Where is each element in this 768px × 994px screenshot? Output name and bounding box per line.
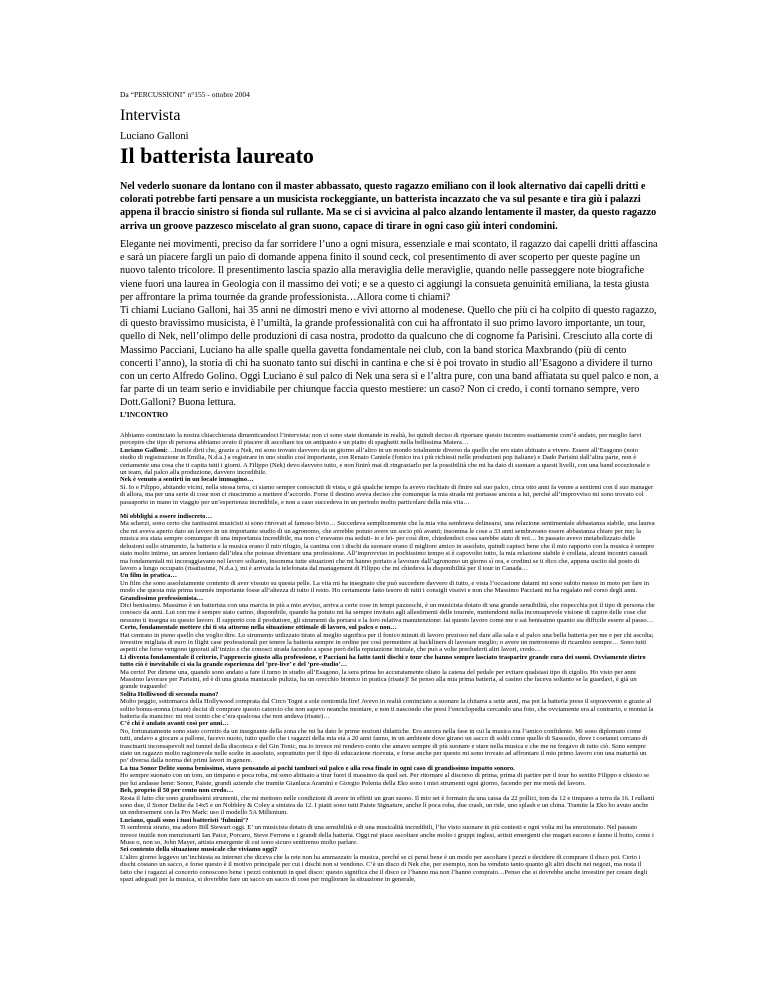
interview-answer: Ho sempre suonato con un tom, un timpano e poca roba, mi sono abituato a tirar fuori il massimo da quel set. Per ritornare al discorso di prima, prima di partire per il tour ho sentito Filippo e chiesto se per lui andasse bene: Sonor, Paiste, grandi aziende che tramite Gianluca Aramini e Giorgio Polenta della Eko sono i miei strumenti ogni giorno, facendo per me metà del lavoro. (120, 772, 650, 787)
interview-answer: Hai centrato in pieno quello che voglio dire. Lo strumento utilizzato tirato al meglio significa per il fonico minuti di lavoro prezioso nel dare alla sala e al palco una bella batteria per me e per chi ascolta; investire migliaia di euro in flight case professionali per tenere la batteria sempre in ordine per così permettere ai backliners di lavorare meglio; o avere un metronomo di ricambio sempre… Sono tutti aspetti che forse vengono ignorati all’inizio e che conosci strada facendo a spese però della reputazione iniziale, che può a volte precluderti altri lavori, credo… (120, 631, 654, 654)
section-label: Intervista (120, 107, 181, 124)
interview-question: Luciano, quali sono i tuoi batteristi ‘fulmini’? (120, 816, 249, 824)
interview-question: Sei contento della situazione musicale che viviamo oggi? (120, 846, 278, 854)
interview-answer: No, fortunatamente sono stato corretto da un insegnante della zona che mi ha dato le prime nozioni didattiche. Ero ancora nella fase in cui la musica era l’amico confidente. Mi sono diplomato come tutti, andavo a giocare a pallone, facevo nuoto, tutto quello che i ragazzi della mia età a 20 anni fanno, in un ambiente dove girano un sacco di soldi come quello di Sassuolo, dove i coetanei cercano di trascinarti inconsapevoli nel tunnel della discoteca e del Gin Tonic, ma io invece mi rendevo conto che amavo sempre di più suonare e stare nella musica e che me ne fregavo di tutto ciò. Sono sempre stato un ragazzo molto ragionevole nelle scelte in assoluto, soprattutto per il tipo di educazione ricevuta, e forse anche per questo mi sono trovato ad affrontare il mio primo lavoro con una maturità un po’ diversa dalla norma dei primi lavori in genere. (120, 727, 648, 765)
interview-answer: Un film che sono assolutamente contento di aver vissuto su questa pelle. La vita mi ha insegnato che può succedere davvero di tutto, e vista l’occasione datami mi sono subito messo in moto per fare in modo che questa mia prima tournée importante fosse all’altezza di tutto il resto. Ho certamente fatto tesoro di tutti i consigli vissivi e non che Massimo Pacciani mi ha regalato nel corso degli anni. (120, 579, 650, 595)
interview-answer: Molto peggio, sottomarca della Hollywood comprata dal Circo Togni a sole centomila lire! Avevo in realtà cominciato a suonare la chitarra a sette anni, ma poi la batteria prese il sopravvento e grazie al solito bonus-nonna (risate) decisi di comprare questo catorcio che non sapevo neanche montare, e non ti nascondo che presi l’enciclopedia cercando una foto, che ovviamente era al contrario, e montai la batteria da mancino: mi resi conto che c’era qualcosa che non andava (risate)… (120, 698, 654, 721)
interview-answer: L’altro giorno leggevo un’inchiesta su internet che diceva che la rete non ha ammazzato la musica, perché se ci pensi bene è un modo per ascoltare i pezzi e decidere di comprare il disco poi. Certo i dischi costano un sacco, e forse questo è il motivo principale per cui i dischi non si vendono. C’è un disco di Nek che, per esempio, non ha venduto tanto quanto gli altri dischi nei negozi, ma resta il fatto che i ragazzi al concerto conoscono bene i pezzi contenuti in quel disco: questo significa che il disco ce l’hanno ma non l’hanno comprato…Penso che si dovrebbe anche investire per creare degli spazi adeguati per la musica, si dovrebbe fare un sacco un sacco di cose per migliorare la situazione in generale, (120, 853, 648, 883)
interview-question: La tua Sonor Delite suona benissimo, stavo pensando ai pochi tamburi sul palco e alla resa finale in ogni caso di grandissimo impatto sonoro. (120, 764, 515, 772)
intro-paragraph: Ti chiami Luciano Galloni, hai 35 anni ne dimostri meno e vivi attorno al modenese. Quello che più ci ha colpito di questo ragazzo, di questo bravissimo musicista, è l’umiltà, la grande professionalità con cui ha affrontato il suo primo lavoro importante, un tour, quello di Nek, nell’olimpo delle produzioni di casa nostra, prodotto da qualcuno che di cognome fa Parisini. Cresciuto alla corte di Massimo Pacciani, Luciano ha alle spalle quella gavetta fondamentale nei club, con la band storica Maxbrando (più di cento concerti l’anno), la storia di chi ha suonato tanto sui dischi in cantina e che si è poi trovato in studio all’Esagono a dividere il turno con un certo Alfredo Golino. Oggi Luciano è sul palco di Nek una sera sì e l’altra pure, con una band affiatata su quel palco e non, a far parte di un team serio e invidiabile per chiunque faccia questo mestiere: un caso? Non ci credo, i conti tornano sempre, vero Dott.Galloni? Buona lettura. (120, 305, 659, 409)
answer-text: …Inutile dirti che, grazie a Nek, mi sono trovato davvero da un giorno all’altro in un mondo totalmente diverso da quello che ero stato abituato a vivere. Essere all’Esagono (noto studio di registrazione in Emilia, N.d.a.) a registrare in uno studio così importante, con Renato Cantele (fonico tra i più richiesti nelle produzioni pop italiane) e Dado Parisini dall’altra parte, non è certamente una cosa che ti capita tutti i giorni. A Filippo (Nek) devo davvero tutto, e non finirò mai di ringraziarlo per la possibilità che mi ha dato di suonare a questi livelli, con una band eccezionale e un team, dal palco alla produzione, davvero incredibile. (120, 446, 650, 477)
interview-heading: L’INCONTRO (120, 410, 169, 419)
interview-question: Un film in pratica… (120, 572, 177, 580)
intro-section (120, 238, 660, 410)
lead-paragraph: Nel vederlo suonare da lontano con il master abbassato, questo ragazzo emiliano con il look alternativo dai capelli dritti e colorati potrebbe farti pensare a un musicista rockeggiante, un batterista incazzato che va sul pesante e tira giù i palazzi appena il braccio sinistro si fionda sul rullante. Ma se ci si avvicina al palco alzando lentamente il master, da questo ragazzo arriva un groove pazzesco miscelato al gran suono, capace di tirare in ogni caso giù interi condomini. (120, 181, 657, 232)
paragraph-gap (120, 506, 655, 513)
intro-paragraph: Elegante nei movimenti, preciso da far sorridere l’uno a ogni misura, essenziale e mai scontato, il ragazzo dai capelli dritti affascina e sarà un piacere fargli un paio di domande appena finito il sound ceck, col presentimento di aver scoperto per queste pagine un nuovo talento tricolore. Il presentimento lascia spazio alla meraviglia delle meraviglie, quando nelle passeggere note biografiche viene fuori una laurea in Geologia con il massimo dei voti; e se a questo ci aggiungi la consueta genuinità emiliana, la testa giusta per affrontare la prima tournée da grande professionista…Allora come ti chiami? (120, 239, 658, 303)
interview-answer: Sì. Io e Filippo, abitando vicini, nella stessa terra, ci siamo sempre conosciuti di vista, e già qualche tempo fa avevo rischiato di finire sul suo palco, circa otto anni fa venne a sentirmi con il suo manager di allora, ma per una serie di cose non ci riuscimmo a mettere d’accordo. Forse il destino aveva deciso che comunque la mia strada mi portasse ancora a lui, perché all’improvviso mi sono trovato col passaporto in mano in viaggio per un’esperienza incredibile, e non a caso succedeva in un periodo molto particolare della mia vita… (120, 483, 654, 506)
article-title: Il batterista laureato (120, 143, 314, 168)
interview-question: Solita Holliwood di seconda mano? (120, 690, 219, 698)
source-line: Da “PERCUSSIONI” n°155 - ottobre 2004 (120, 90, 250, 99)
interview-answer: Abbiamo cominciato la nostra chiacchierata dimenticandoci l’intervista: non ci sono state domande in realtà, ho quindi deciso di riportare questo incontro esattamente com’è andato, per meglio farvi percepire che tipo di persona abbiamo avuto il piacere di ascoltare tra un antipasto e un piatto di spaghetti nella bellissima Matera… (120, 432, 642, 447)
interview-answer: Resta il fatto che sono grandissimi strumenti, che mi mettono nelle condizioni di avere in effetti un gran suono. Il mio set è formato da una cassa da 22 pollici, tom da 12 e timpano a terra da 16. I rullanti sono due, il Sonor Delite da 14x5 e un Nobbley & Coley a sinistra da 12. I piatti sono tutti Paiste Signature, anche lì poca roba, due crash, un ride, uno splash e un china. Tramite la Eko ho avuto anche un endorsement con la Pro Mark: uso il modello 5A Millenium. (120, 794, 655, 817)
speaker-name: Luciano Galloni: (120, 446, 168, 454)
interview-question: Mi obblighi a essere indiscreto… (120, 513, 213, 521)
interview-question: Li diventa fondamentale il criterio, l’approccio giusto alla professione, e Pacciani ha fatto tanti dischi e tour che hanno sempre lasciato trasparire grande cura dei suoni. Ovviamente dietro tutto ciò è inevitabile ci sia la grande esperienza del ‘pre-live’ e del ‘pre-studio’… (120, 653, 646, 669)
interview-question: Beh, proprio il 50 per cento non credo… (120, 787, 234, 795)
interview-body (120, 432, 655, 883)
interview-answer (120, 447, 655, 477)
interview-answer: Dici benissimo. Massimo è un batterista con una marcia in più a mio avviso, arriva a certe cose in tempi pazzeschi, è un musicista dotato di una grande sensibilità, che rispecchia poi il tipo di persona che conosco da anni. Lui con me è sempre stato carino, disponibile, quando ha potuto mi ha sempre invitato agli allestimenti delle tournée, mettendomi nella inconsapevole visione di capire delle cose che nessuno ti insegna su questo lavoro. Il rapporto con il produttore, gli strumenti da portarsi e la loro relativa manutenzione: fai questo lavoro come me e sai benissimo quanto sia difficile essere al passo… (120, 601, 655, 624)
interview-question: Nek è venuto a sentirti in un locale immagino… (120, 476, 254, 484)
interview-answer: Ti sembrerà strano, ma adoro Bill Stewart oggi. E’ un musicista dotato di una sensibilità e di una musicalità incredibili, l’ho visto suonare in più contesti e ogni volta mi ha emozionato. Nel passato invece inutile non menzionarti Ian Paice, Porcaro, Steve Ferrone e i grandi della batteria. Oggi mi piace ascoltare anche molto i gruppi inglesi, artisti emergenti che magari escono e fanno il botto, come i Muse o, non so, John Mayer, artista emergente di cui sono sicuro sentiremo molto parlare. (120, 824, 654, 846)
interview-answer: Ma scherzi, sono certo che tantissimi musicisti si sono ritrovati al famoso bivio… Succedeva semplicemente che la mia vita sembrava delinearsi, una relazione sentimentale abbastanza stabile, una laurea che mi aveva aperto dato un lavoro in un importante studio di un agronomo, che avrebbe potuto avere un socio più avanti; insomma le cose a 33 anni sembravano essere abbastanza chiare per me; la musica era stata sempre comunque di una importanza incredibile, ma non c’eravamo ma seduti- io e lei- per così dire, chiedendoci cosa sarebbe stato di noi… In passato avevo metabolizzato delle delusioni sullo strumento, la batteria e la musica erano il mio rifugio, la cantina con i dischi da suonare erano il migliore amico in assoluto, quindi capisci bene che il mio rapporto con la musica è sempre stato molto intimo, un amore lontano dall’idea che potesse diventare una professione. All’improvviso in pochissimo tempo si è capovolto tutto, la mia relazione stabile è crollata, alcuni incontri casuali ma fondamentali mi incoraggiavano nel lavoro soltanto, insomma tutte situazioni che mi hanno portato a lavorare dall’agronomo un giorno sì ora, e credimi se ti dico che, appena uscito dal posto di lavoro a lungo occupato (risatissime, N.d.a.), mi è arrivata la telefonata dal management di Filippo che mi chiedeva la disponibilità per il tour in Canada… (120, 520, 655, 572)
interview-question: Grandissimo professionista… (120, 594, 204, 602)
author-name: Luciano Galloni (120, 131, 189, 142)
interview-question: Certo, fondamentale mettere chi ti sta attorno nella situazione ottimale di lavoro, sul palco e non… (120, 624, 397, 632)
interview-question: C’è chi è andato avanti così per anni… (120, 720, 229, 728)
interview-answer: Ma certo! Per dirtene una, quando sono andato a fare il turno in studio all’Esagono, la sera prima ho accuratamente oliato la catena del pedale per evitare qualsiasi tipo di cigolio. Ho visto per anni Massimo lavorare per Parisini, ed è di una giusta maniacale pulizia, ha un orecchio bionico in pratica (risate)! Se penso alla mia prima batteria, al casino che faceva soltanto se la guardavi, è già un grande traguardo! (120, 668, 637, 691)
